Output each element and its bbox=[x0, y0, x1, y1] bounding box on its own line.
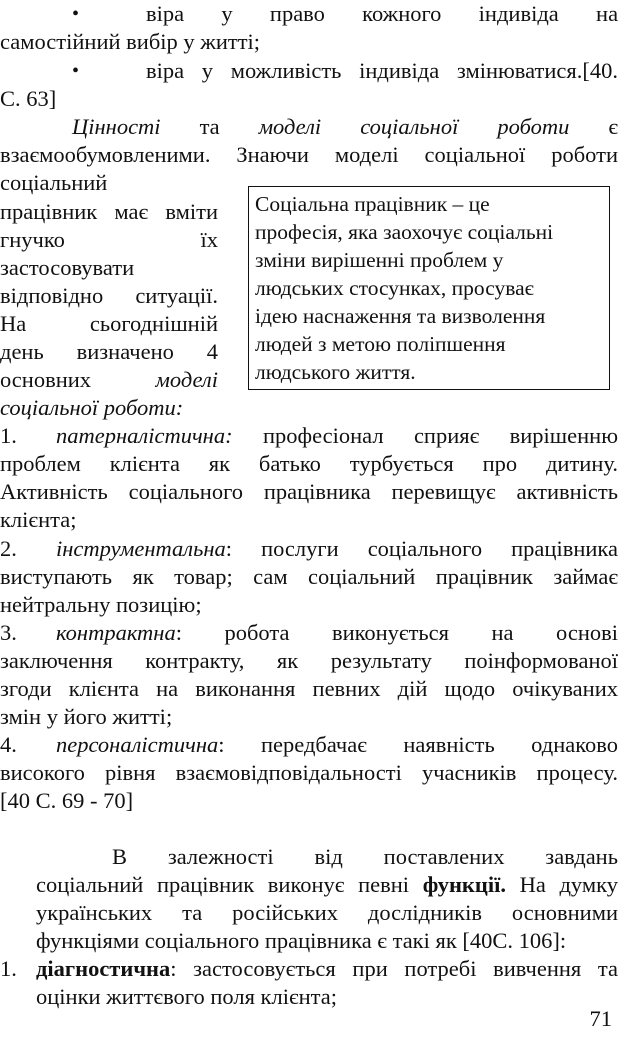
model-4-line-1: персоналістична: передбачає наявність однаково bbox=[56, 732, 618, 757]
model-3-line-3: згоди клієнта на виконання певних дій щодо очікуваних bbox=[0, 676, 618, 701]
belief-2-cont: С. 63] bbox=[0, 86, 57, 111]
model-3-line-4: змін у його житті; bbox=[0, 704, 173, 729]
function-1-number: 1. bbox=[0, 956, 17, 981]
bullet-icon: • bbox=[72, 60, 80, 82]
model-3-line-1: контрактна: робота виконується на основі bbox=[56, 620, 618, 645]
callout-line: зміни вирішенні проблем у bbox=[255, 248, 504, 272]
model-2-line-2: виступають як товар; сам соціальний працівник займає bbox=[0, 564, 618, 589]
model-2-line-1: інструментальна: послуги соціального працівника bbox=[56, 536, 618, 561]
bullet-icon: • bbox=[72, 3, 80, 25]
values-line-2: взаємообумовленими. Знаючи моделі соціальної роботи bbox=[0, 142, 618, 167]
model-3-number: 3. bbox=[0, 620, 17, 645]
model-1-line-1: патерналістична: професіонал сприяє вирішенню bbox=[56, 423, 618, 448]
model-1-line-4: клієнта; bbox=[0, 507, 77, 532]
model-4-line-2: високого рівня взаємовідповідальності учасників процесу. bbox=[0, 760, 618, 785]
callout-line: Соціальна працівник – це bbox=[255, 192, 490, 216]
model-1-line-3: Активність соціального працівника перевищує активність bbox=[0, 479, 618, 504]
belief-2-line: віра у можливість індивіда змінюватися.[40. bbox=[146, 58, 618, 83]
belief-1-line: віра у право кожного індивіда на bbox=[146, 1, 619, 26]
model-4-line-3: [40 С. 69 - 70] bbox=[0, 788, 134, 813]
functions-line-2: соціальний працівник виконує певні функції. На думку bbox=[36, 872, 618, 897]
function-1-line-1: діагностична: застосовується при потребі вивчення та bbox=[36, 956, 618, 981]
left-col-line-8: соціальної роботи: bbox=[0, 395, 184, 420]
left-col-line-3: застосовувати bbox=[0, 255, 135, 280]
model-1-number: 1. bbox=[0, 423, 17, 448]
left-col-line-6: день визначено 4 bbox=[0, 339, 218, 364]
left-col-line-1: працівник має вміти bbox=[0, 199, 218, 224]
left-col-line-2: гнучко їх bbox=[0, 227, 218, 252]
model-1-line-2: проблем клієнта як батько турбується про дитину. bbox=[0, 451, 618, 476]
values-line-3: соціальний bbox=[0, 170, 108, 195]
callout-line: професія, яка заохочує соціальні bbox=[255, 220, 554, 244]
model-4-number: 4. bbox=[0, 732, 17, 757]
function-1-line-2: оцінки життєвого поля клієнта; bbox=[36, 984, 338, 1009]
model-3-line-2: заключення контракту, як результату поінформованої bbox=[0, 648, 618, 673]
functions-line-4: функціями соціального працівника є такі як [40С. 106]: bbox=[36, 928, 567, 953]
page-number: 71 bbox=[589, 1006, 612, 1031]
model-2-number: 2. bbox=[0, 536, 17, 561]
definition-callout-box bbox=[248, 186, 610, 390]
callout-line: ідею наснаження та визволення bbox=[255, 304, 546, 328]
values-line-1: Цінності та моделі соціальної роботи є bbox=[72, 114, 619, 139]
left-col-line-4: відповідно ситуації. bbox=[0, 283, 218, 308]
left-col-line-7: основних моделі bbox=[0, 367, 218, 392]
callout-line: людей з метою поліпшення bbox=[255, 332, 506, 356]
callout-line: людського життя. bbox=[255, 360, 416, 384]
functions-line-3: українських та російських дослідників основними bbox=[36, 900, 618, 925]
belief-1-cont: самостійний вибір у житті; bbox=[0, 29, 261, 54]
model-2-line-3: нейтральну позицію; bbox=[0, 592, 202, 617]
callout-line: людських стосунках, просуває bbox=[255, 276, 534, 300]
left-col-line-5: На сьогоднішній bbox=[0, 311, 218, 336]
functions-line-1: В залежності від поставлених завдань bbox=[112, 844, 618, 869]
